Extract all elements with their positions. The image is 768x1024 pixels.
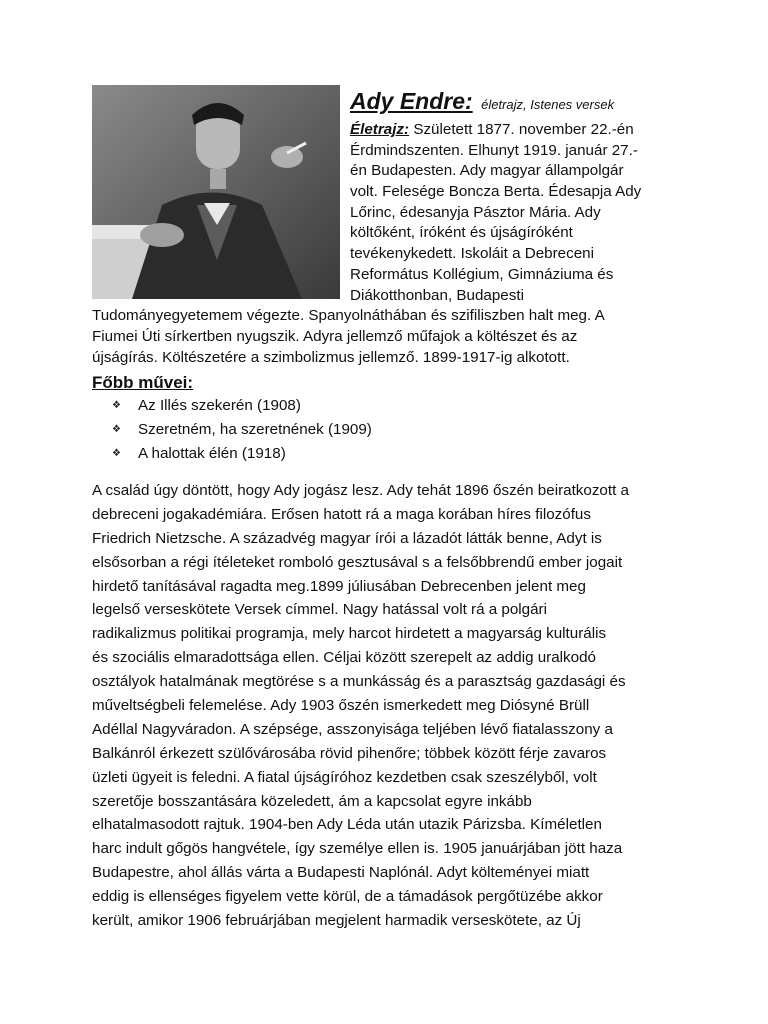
bio-line: Lőrinc, édesanyja Pásztor Mária. Ady (350, 203, 601, 221)
body-line: került, amikor 1906 februárjában megjelent harmadik verseskötete, az Új (92, 912, 581, 930)
body-line: üzleti ügyeit is feledni. A fiatal újságíróhoz kezdetben csak szeszélyből, volt (92, 768, 597, 786)
bio-line: tevékenykedett. Iskoláit a Debreceni (350, 245, 594, 263)
body-line: debreceni jogakadémiára. Erősen hatott rá a maga korában híres filozófus (92, 505, 591, 523)
biography-section (92, 120, 682, 368)
body-paragraph (92, 479, 682, 933)
bio-line: Életrajz: Született 1877. november 22.-én (350, 121, 634, 138)
body-line: Friedrich Nietzsche. A századvég magyar írói a lázadót látták benne, Adyt is (92, 529, 602, 547)
works-list (112, 394, 372, 466)
body-line: elsősorban a régi ítéleteket romboló gesztusával s a felsőbbrendű ember jogait (92, 553, 623, 571)
body-line: legelső verseskötete Versek címmel. Nagy hatással volt rá a polgári (92, 601, 547, 619)
body-line: harc indult gőgös hangvétele, így személye ellen is. 1905 januárjában jött haza (92, 840, 623, 858)
body-line: Adéllal Nagyváradon. A szépsége, asszonyisága teljében lévő fiatalasszony a (92, 720, 613, 738)
body-line: Balkánról érkezett szülővárosába rövid pihenőre; többek között férje zavaros (92, 744, 607, 762)
page-title: Ady Endre: (350, 88, 473, 114)
bio-line: költőként, íróként és újságíróként (350, 224, 573, 242)
list-item: ❖ A halottak élén (1918) (112, 442, 372, 466)
bio-line: újságírás. Költészetére a szimbolizmus jellemző. 1899-1917-ig alkotott. (92, 348, 570, 366)
bio-line: volt. Felesége Boncza Berta. Édesapja Ady (350, 183, 642, 201)
bio-label: Életrajz: (350, 121, 410, 138)
body-line: radikalizmus politikai programja, mely harcot hirdetett a magyarság kulturális (92, 625, 607, 643)
body-line: osztályok hatalmának megtörése s a munkásság és a parasztság gazdasági és (92, 673, 626, 691)
bio-line: Érdmindszenten. Elhunyt 1919. január 27.- (350, 141, 638, 159)
body-line: elhatalmasodott rajtuk. 1904-ben Ady Léda után utazik Párizsba. Kíméletlen (92, 816, 602, 834)
works-heading: Főbb művei: (92, 373, 194, 392)
bio-line: Diákotthonban, Budapesti (350, 286, 524, 304)
list-item: ❖ Az Illés szekerén (1908) (112, 394, 372, 418)
body-line: Budapestre, ahol állás várta a Budapesti Naplónál. Adyt költeményei miatt (92, 864, 590, 882)
diamond-bullet-icon: ❖ (112, 400, 121, 411)
bio-line: Református Kollégium, Gimnáziuma és (350, 265, 614, 283)
body-line: szeretője bosszantására közeledett, ám a kapcsolat egyre inkább (92, 792, 532, 810)
body-line: és szociális elmaradottsága ellen. Céljai között szerepelt az addig uralkodó (92, 649, 596, 667)
body-line: hirdető tanításával ragadta meg.1899 júliusában Debrecenben jelent meg (92, 577, 586, 595)
diamond-bullet-icon: ❖ (112, 448, 121, 459)
body-line: eddig is ellenséges figyelem vette körül, de a támadások pergőtüzébe akkor (92, 888, 603, 906)
body-line: A család úgy döntött, hogy Ady jogász lesz. Ady tehát 1896 őszén beiratkozott a (92, 482, 629, 499)
title-line (350, 88, 614, 115)
diamond-bullet-icon: ❖ (112, 424, 121, 435)
bio-line: én Budapesten. Ady magyar állampolgár (350, 162, 624, 180)
list-item: ❖ Szeretném, ha szeretnének (1909) (112, 418, 372, 442)
bio-line: Tudományegyetemem végezte. Spanyolnáthában és szifiliszben halt meg. A (92, 307, 605, 325)
page-subtitle: életrajz, Istenes versek (481, 97, 615, 112)
body-line: műveltségbeli felemelése. Ady 1903 őszén ismerkedett meg Diósyné Brüll (92, 697, 590, 715)
bio-line: Fiumei Úti sírkertben nyugszik. Adyra jellemző műfajok a költészet és az (92, 327, 578, 345)
